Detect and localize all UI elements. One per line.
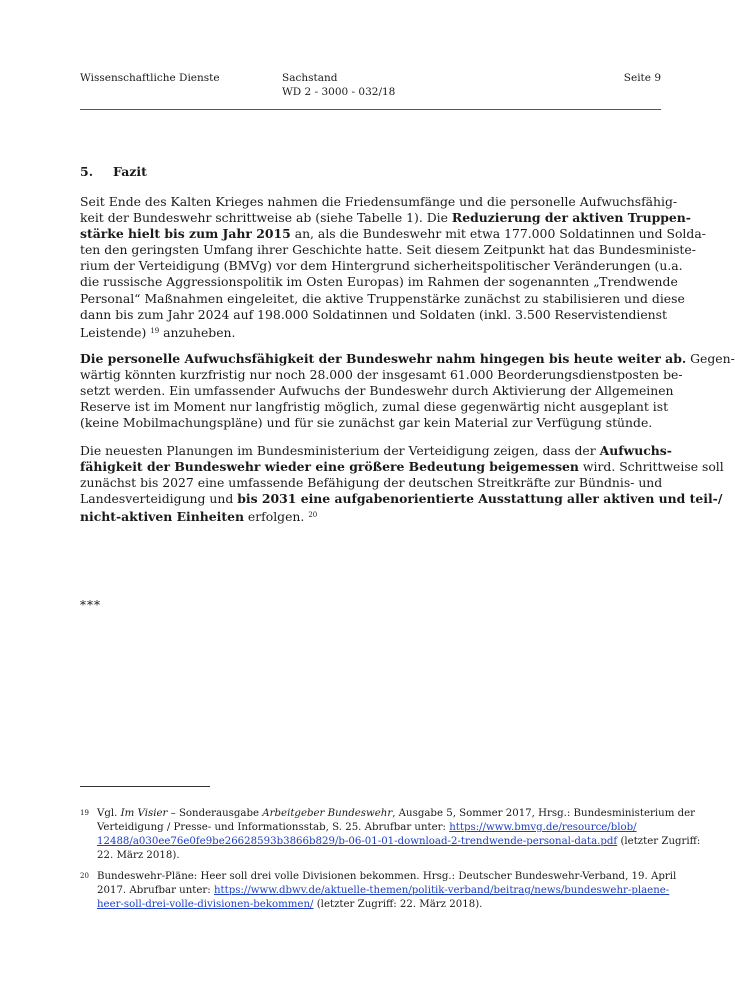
text-line: zunächst bis 2027 eine umfassende Befähigung der deutschen Streitkräfte zur Bündnis- und [80,475,663,491]
text-line: (keine Mobilmachungspläne) und für sie zunächst gar kein Material zur Verfügung stünde. [80,415,653,431]
bold-emphasis: bis 2031 eine aufgabenorientierte Ausstattung aller aktiven und teil-/ [237,491,723,507]
section-heading [80,164,147,179]
bold-emphasis: nicht-aktiven Einheiten [80,509,244,525]
footnote-text [97,807,701,863]
footnote-text [97,870,677,912]
bold-emphasis: Reduzierung der aktiven Truppen- [451,210,691,226]
footnote-line: 2017. Abrufbar unter: https://www.dbwv.de/aktuelle-themen/politik-verband/beitrag/news/bundeswehr-plaene- [97,885,670,896]
footnote-link[interactable]: heer-soll-drei-volle-divisionen-bekommen/ [97,899,314,910]
footnote-line: heer-soll-drei-volle-divisionen-bekommen/ (letzter Zugriff: 22. März 2018). [97,899,483,910]
header-document-type [282,71,395,99]
text-line: stärke hielt bis zum Jahr 2015 an, als die Bundeswehr mit etwa 177.000 Soldatinnen und Solda- [80,226,706,242]
paragraph-3 [80,443,724,525]
text-line: Personal“ Maßnahmen eingeleitet, die aktive Truppenstärke zunächst zu stabilisieren und diese [80,290,685,306]
paragraph-1 [80,194,706,341]
page-number: Seite 9 [623,72,661,84]
text-line: nicht-aktiven Einheiten erfolgen. $^{20}$ [80,509,318,525]
footnote-ref-20[interactable]: 20 [308,511,318,520]
footnote-ref-19[interactable]: 19 [150,326,160,335]
text-line: dann bis zum Jahr 2024 auf 198.000 Soldatinnen und Soldaten (inkl. 3.500 Reservistendienst [80,306,667,322]
footnote-line: 22. März 2018). [97,850,180,861]
text-line: setzt werden. Ein umfassender Aufwuchs der Bundeswehr durch Aktivierung der Allgemeinen [80,383,674,399]
footnote-line: Bundeswehr-Pläne: Heer soll drei volle Divisionen bekommen. Hrsg.: Deutscher Bundeswehr-Verband, 19. April [97,871,677,882]
text-line: Reserve ist im Moment nur langfristig möglich, zumal diese gegenwärtig nicht ausgeplant ist [80,399,669,415]
bold-emphasis: Die personelle Aufwuchsfähigkeit der Bundeswehr nahm hingegen bis heute weiter ab. [80,351,687,366]
footnote-line: Vgl. Im Visier – Sonderausgabe Arbeitgeber Bundeswehr, Ausgabe 5, Sommer 2017, Hrsg.: Bundesministerium der [97,808,696,819]
footnote-link[interactable]: https://www.dbwv.de/aktuelle-themen/politik-verband/beitrag/news/bundeswehr-plaene- [213,885,670,896]
footnote-mark: 19 [80,809,89,817]
footnote-line: 12488/a030ee76e0fe9be26628593b3866b829/b-06-01-01-download-2-trendwende-personal-data.pdf (letzter Zugriff: [97,836,701,847]
header-department: Wissenschaftliche Dienste [80,72,220,84]
bold-emphasis: Aufwuchs- [599,443,672,458]
bold-emphasis: stärke hielt bis zum Jahr 2015 [80,226,291,242]
paragraph-2 [80,351,735,431]
header-divider [80,109,661,110]
footnote-line: Verteidigung / Presse- und Informationsstab, S. 25. Abrufbar unter: https://www.bmvg.de/resource/blob/ [97,822,637,833]
text-line: wärtig könnten kurzfristig nur noch 28.000 der insgesamt 61.000 Beorderungsdienstposten be- [80,367,683,383]
section-number: 5. [80,164,94,179]
text-line: rium der Verteidigung (BMVg) vor dem Hintergrund sicherheitspolitischer Veränderungen (u.a. [80,258,683,274]
header-doc-number: WD 2 - 3000 - 032/18 [282,86,396,98]
text-line: fähigkeit der Bundeswehr wieder eine größere Bedeutung beigemessen wird. Schrittweise soll [80,459,724,475]
section-title: Fazit [113,164,147,179]
text-line: Die personelle Aufwuchsfähigkeit der Bundeswehr nahm hingegen bis heute weiter ab. Gegen- [80,351,735,366]
header-doc-type: Sachstand [282,72,338,84]
footnote-link[interactable]: 12488/a030ee76e0fe9be26628593b3866b829/b-06-01-01-download-2-trendwende-personal-data.pdf [97,836,618,847]
text-line: ten den geringsten Umfang ihrer Geschichte hatte. Seit diesem Zeitpunkt hat das Bundesministe- [80,242,696,258]
text-line: keit der Bundeswehr schrittweise ab (siehe Tabelle 1). Die Reduzierung der aktiven Truppen- [80,210,691,226]
text-line: Leistende) $^{19}$ anzuheben. [80,324,236,340]
footnote-divider [80,786,210,787]
footnote-mark: 20 [80,872,89,880]
text-line: die russische Aggressionspolitik im Osten Europas) im Rahmen der sogenannten „Trendwende [80,274,678,290]
text-line: Die neuesten Planungen im Bundesministerium der Verteidigung zeigen, dass der Aufwuchs- [80,443,672,458]
bold-emphasis: fähigkeit der Bundeswehr wieder eine größere Bedeutung beigemessen [80,459,579,475]
text-line: Landesverteidigung und bis 2031 eine aufgabenorientierte Ausstattung aller aktiven und teil-/ [80,491,723,507]
footnote-link[interactable]: https://www.bmvg.de/resource/blob/ [449,822,637,833]
section-separator: *** [80,598,101,612]
text-line: Seit Ende des Kalten Krieges nahmen die Friedensumfänge und die personelle Aufwuchsfähig- [80,194,678,209]
